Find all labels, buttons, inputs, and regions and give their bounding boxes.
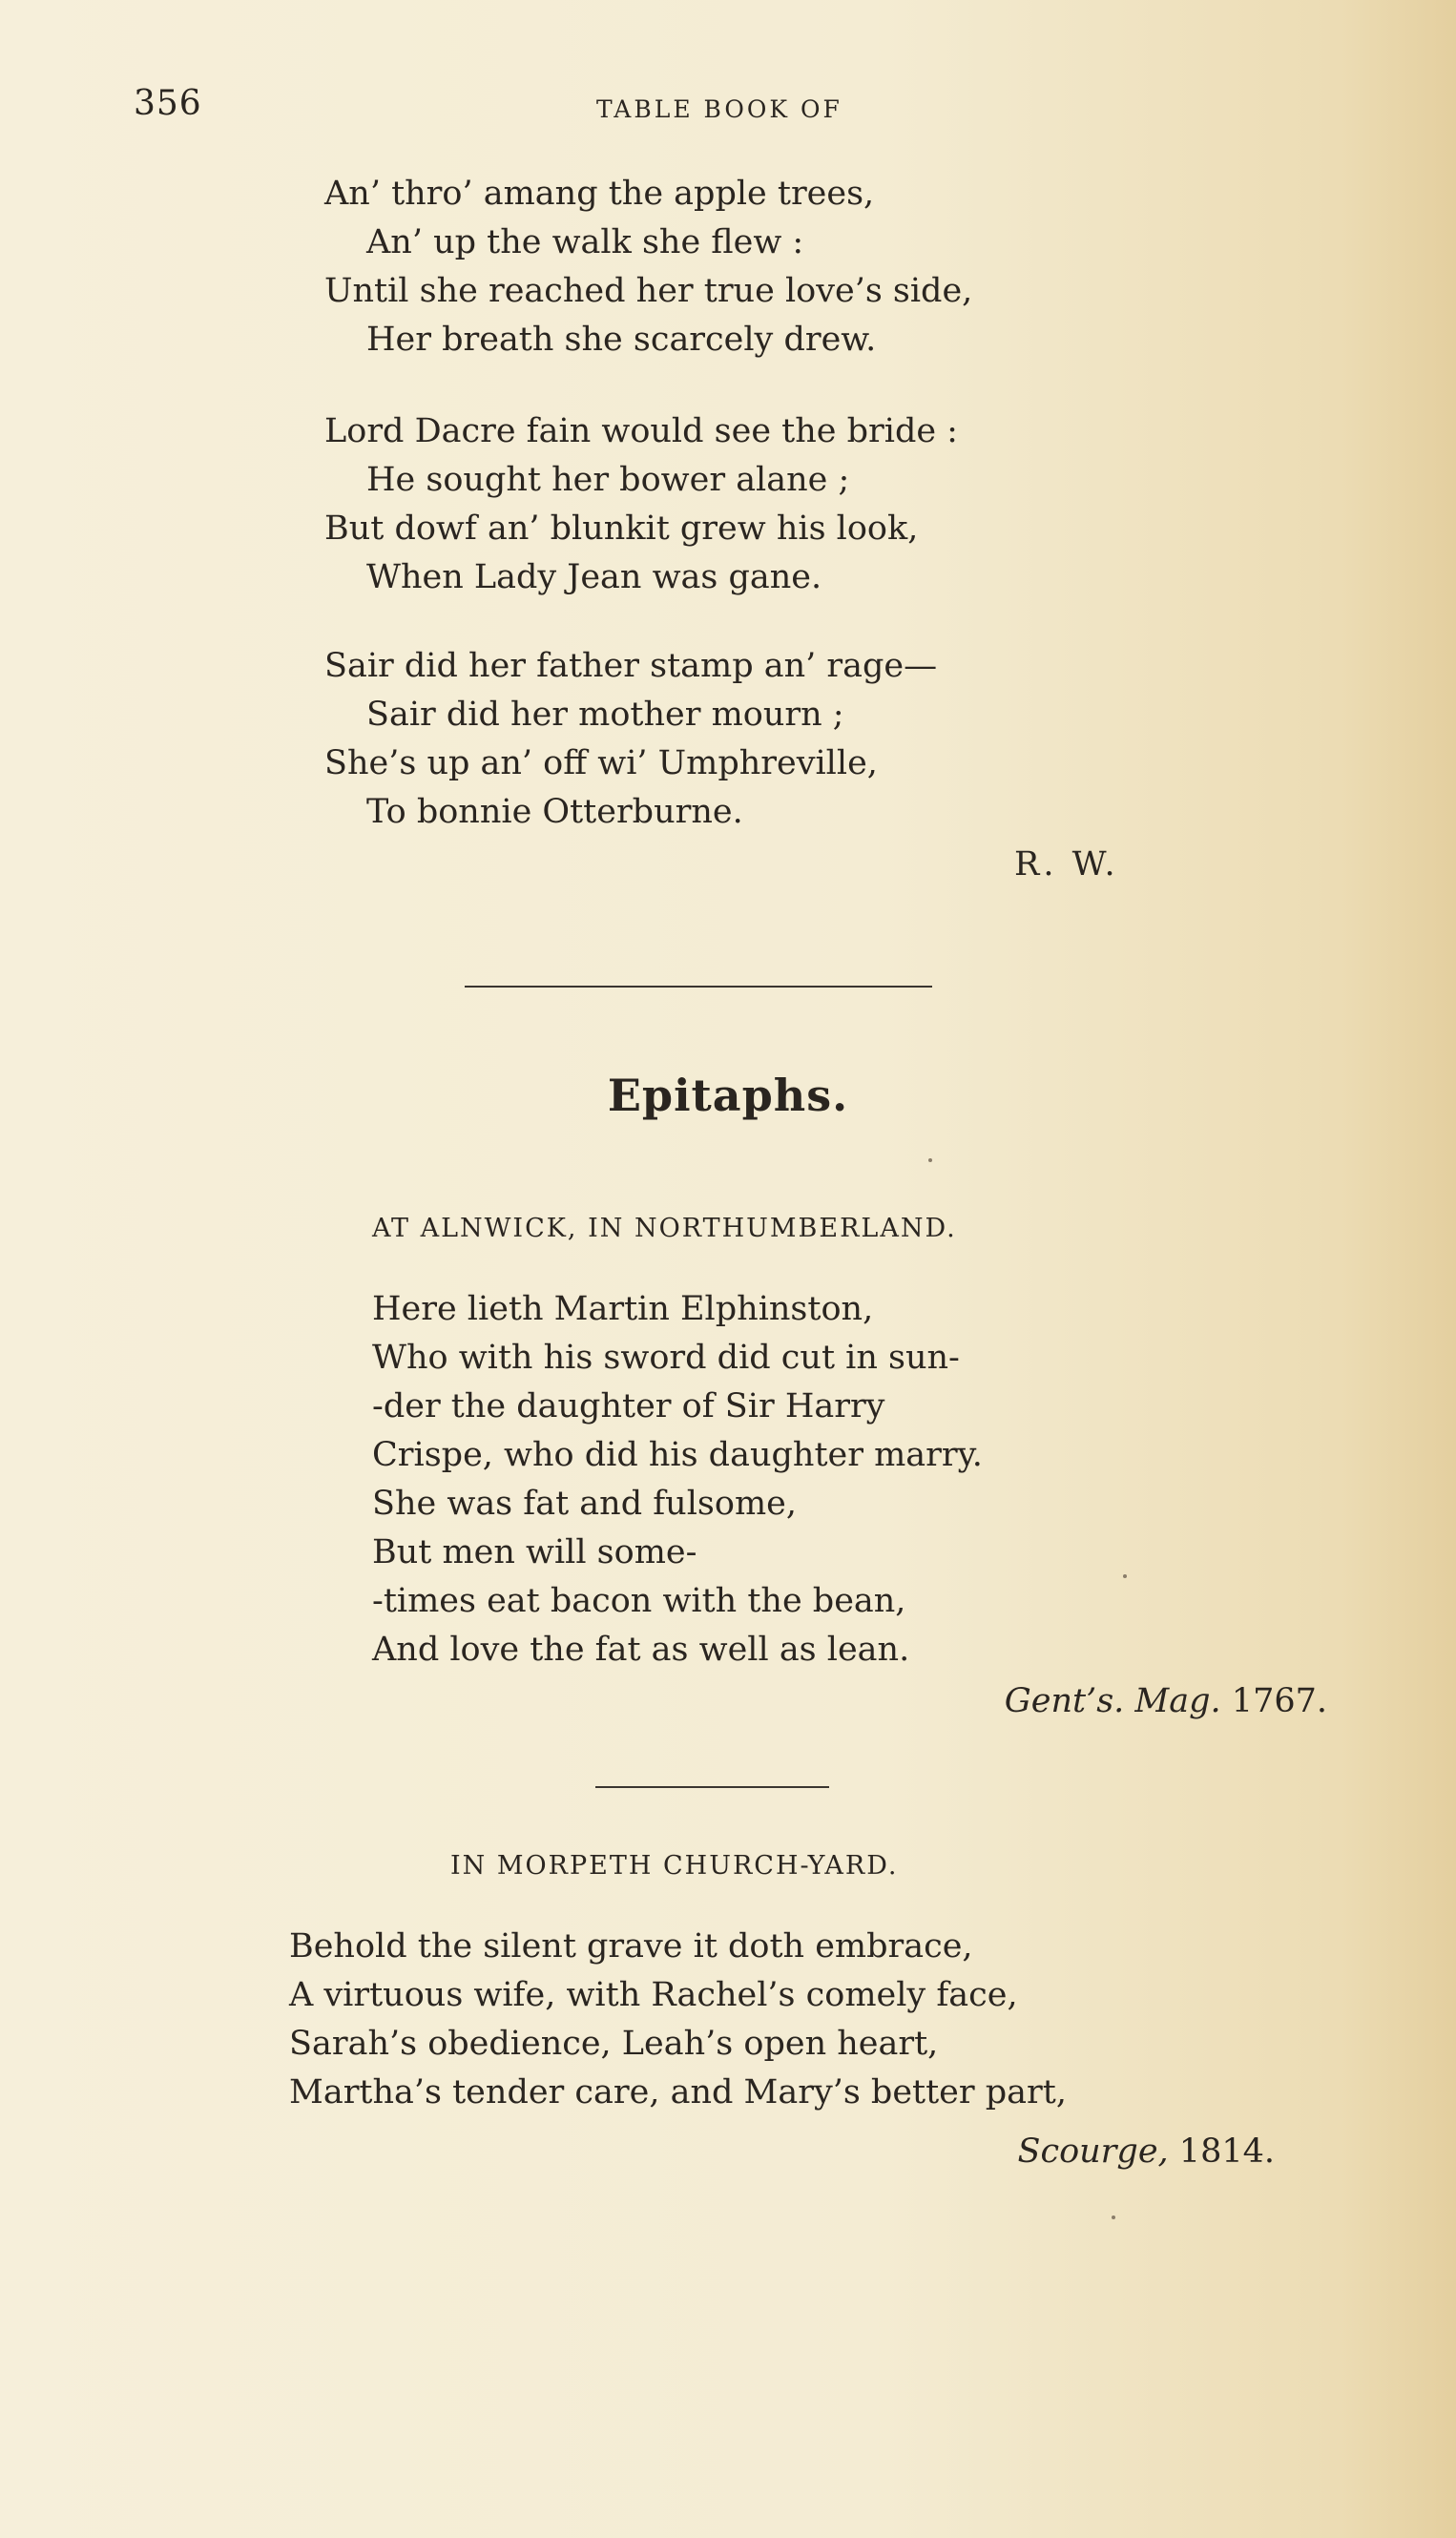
epitaph-line: But men will some- [372,1533,697,1571]
epitaph-line: -times eat bacon with the bean, [372,1582,906,1620]
poem-signature: R. W. [1014,845,1119,884]
running-title: TABLE BOOK OF [596,95,842,123]
poem-stanza [324,170,972,364]
epitaph-line: Sarah’s obedience, Leah’s open heart, [289,2025,939,2063]
poem-line: When Lady Jean was gane. [366,558,822,596]
poem-line: He sought her bower alane ; [366,461,850,499]
epitaph-line: A virtuous wife, with Rachel’s comely face, [289,1976,1018,2014]
epitaph-line: She was fat and fulsome, [372,1485,797,1523]
epitaph-verse [372,1285,983,1675]
epitaph-title: IN MORPETH CHURCH-YARD. [450,1851,899,1881]
page-number: 356 [134,84,202,123]
epitaph-attribution [1017,2132,1275,2171]
source-title: Gent’s. Mag. [1004,1682,1221,1720]
poem-line: She’s up an’ off wi’ Umphreville, [324,744,878,782]
epitaphs-heading: Epitaphs. [607,1070,849,1121]
print-speck [928,1158,932,1162]
poem-line: Her breath she scarcely drew. [366,321,877,359]
epitaph-verse [289,1923,1067,2117]
source-year: 1767. [1231,1682,1327,1720]
epitaph-attribution [1005,1682,1327,1720]
poem-line: Sair did her father stamp an’ rage— [324,647,938,685]
epitaph-line: Crispe, who did his daughter marry. [372,1436,983,1474]
epitaph-line: -der the daughter of Sir Harry [372,1387,885,1425]
section-divider [595,1786,829,1788]
poem-stanza [324,407,958,602]
source-title: Scourge, [1017,2132,1169,2171]
poem-line: Sair did her mother mourn ; [366,696,844,734]
epitaph-title: AT ALNWICK, IN NORTHUMBERLAND. [372,1214,957,1243]
epitaph-line: Behold the silent grave it doth embrace, [289,1927,973,1966]
epitaph-line: Who with his sword did cut in sun- [372,1339,960,1377]
poem-line: An’ up the walk she flew : [366,223,804,261]
epitaph-line: Martha’s tender care, and Mary’s better part, [289,2073,1067,2112]
epitaph-line: Here lieth Martin Elphinston, [372,1290,874,1328]
poem-line: To bonnie Otterburne. [366,793,743,831]
source-year: 1814. [1178,2132,1275,2171]
print-speck [1112,2216,1115,2219]
poem-line: An’ thro’ amang the apple trees, [324,175,875,213]
epitaph-line: And love the fat as well as lean. [372,1631,910,1669]
poem-line: Until she reached her true love’s side, [324,272,973,310]
poem-stanza [324,642,937,837]
print-speck [1123,1574,1127,1578]
section-divider [465,986,932,988]
poem-line: Lord Dacre fain would see the bride : [324,412,958,450]
poem-line: But dowf an’ blunkit grew his look, [324,510,919,548]
